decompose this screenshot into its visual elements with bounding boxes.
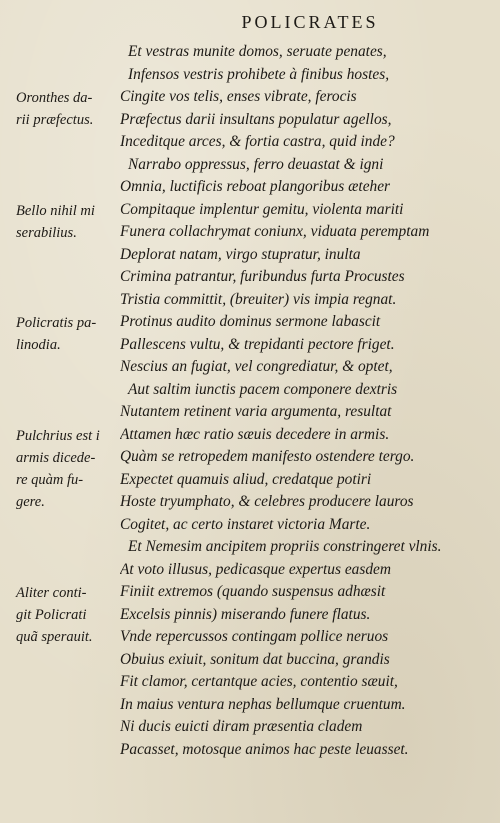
verse-line: Et vestras munite domos, seruate penates, (128, 43, 387, 60)
margin-note: Pulchrius est i armis dicede- re quàm fu- gere. (16, 427, 100, 510)
verse-line: Excelsis pinnis) miserando funere flatus. (120, 605, 371, 623)
verse-line: Hoste tryumphato, & celebres producere lauros (120, 493, 414, 510)
verse-line: Expectet quamuis aliud, credatque potiri (120, 470, 372, 488)
verse-line: Omnia, luctificis reboat plangoribus æteher (120, 178, 391, 195)
verse-line: Vnde repercussos contingam pollice neruos (120, 628, 389, 645)
verse-line: Obuius exiuit, sonitum dat buccina, grandis (120, 650, 390, 668)
verse-line: Nescius an fugiat, vel congrediatur, & optet, (120, 358, 393, 375)
verse-line: Aut saltim iunctis pacem componere dextris (128, 380, 398, 398)
verse-line: Crimina patrantur, furibundus furta Procustes (120, 268, 405, 285)
verse-line: Ni ducis euicti diram præsentia cladem (120, 718, 363, 735)
verse-line: Narrabo oppressus, ferro deuastat & igni (128, 155, 384, 173)
verse-line: Inceditque arces, & fortia castra, quid inde? (120, 133, 395, 150)
verse-line: Præfectus darii insultans populatur agellos, (120, 110, 392, 128)
running-head: POLICRATES (241, 12, 379, 32)
margin-note: Oronthes da- rii præfectus. (16, 90, 94, 128)
verse-line: Protinus audito dominus sermone labascit (120, 313, 381, 330)
verse-line: Fit clamor, certantque acies, contentio sæuit, (120, 673, 398, 690)
verse-line: In maius ventura nephas bellumque cruentum. (120, 695, 406, 713)
verse-line: At voto illusus, pedicasque expertus easdem (120, 560, 391, 578)
verse-line: Et Nemesim ancipitem propriis constringeret vlnis. (128, 538, 442, 555)
margin-note: Bello nihil mi serabilius. (16, 202, 95, 241)
verse-line: Nutantem retinent varia argumenta, resultat (120, 403, 392, 420)
verse-line: Finiit extremos (quando suspensus adhæsit (120, 583, 386, 600)
verse-line: Attamen hæc ratio sæuis decedere in armis. (120, 425, 390, 443)
margin-note: Policratis pa- linodia. (16, 315, 97, 353)
verse-line: Tristia committit, (breuiter) vis impia regnat. (120, 290, 397, 308)
margin-note: Aliter conti- git Policrati quã sperauit. (16, 585, 93, 645)
verse-block (120, 41, 490, 761)
verse-line: Pacasset, motosque animos hac peste leuasset. (120, 740, 409, 758)
verse-line: Deplorat natam, virgo stupratur, inulta (120, 245, 361, 263)
verse-line: Pallescens vultu, & trepidanti pectore friget. (120, 335, 395, 353)
verse-line: Cogitet, ac certo instaret victoria Marte. (120, 515, 371, 533)
verse-line: Quàm se retropedem manifesto ostendere tergo. (120, 448, 415, 465)
verse-line: Compitaque implentur gemitu, violenta mariti (120, 200, 404, 218)
verse-line: Infensos vestris prohibete à finibus hostes, (128, 65, 390, 83)
verse-line: Funera collachrymat coniunx, viduata peremptam (120, 223, 430, 240)
verse-line: Cingite vos telis, enses vibrate, ferocis (120, 88, 357, 105)
